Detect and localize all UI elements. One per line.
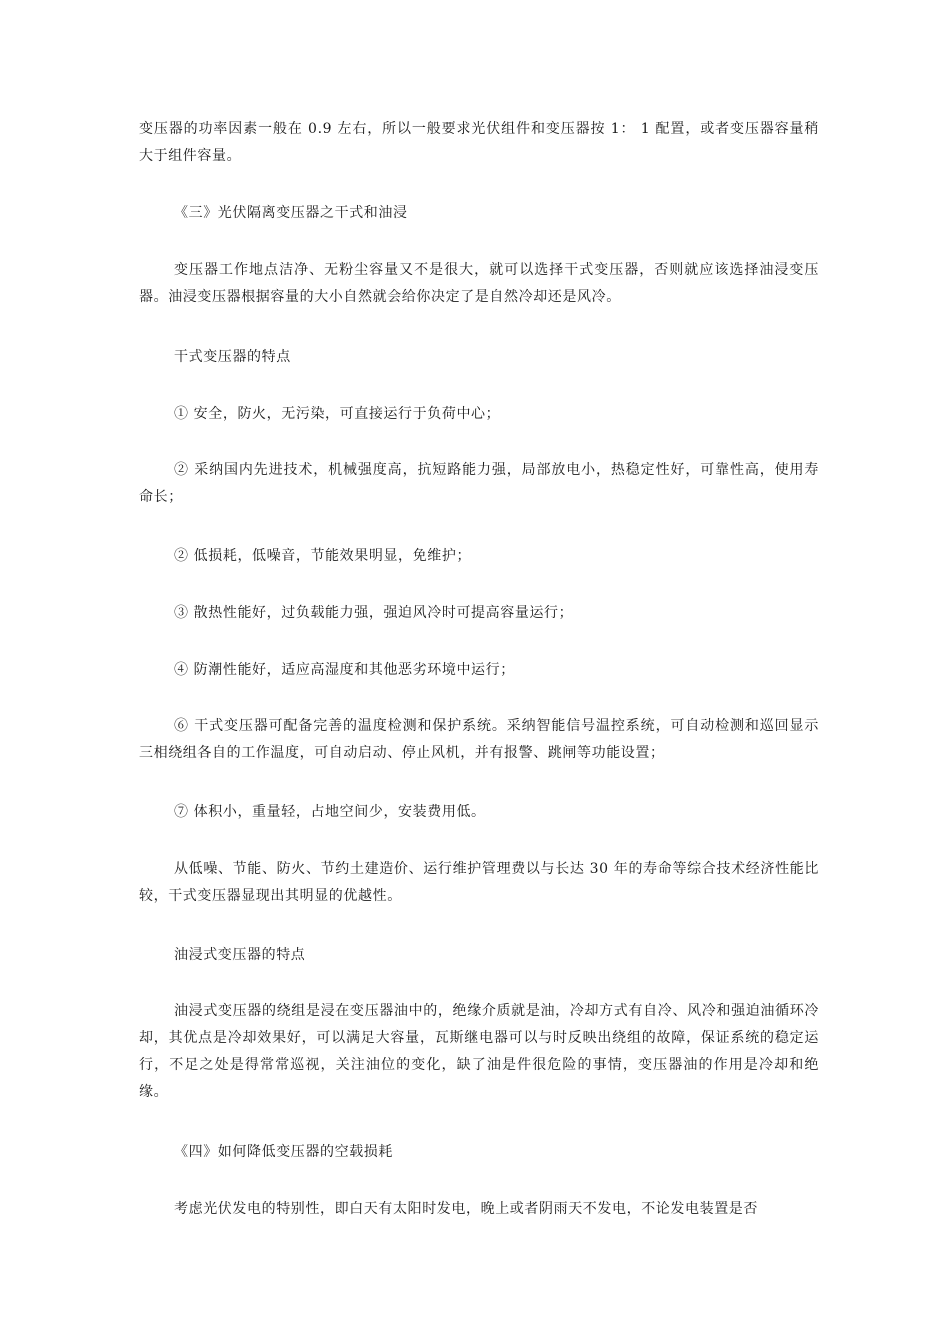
paragraph-power-factor: 变压器的功率因素一般在 0.9 左右，所以一般要求光伏组件和变压器按 1： 1 配置，或者变压器容量稍大于组件容量。 — [139, 121, 819, 164]
paragraph-oil-type: 油浸式变压器的绕组是浸在变压器油中的，绝缘介质就是油，冷却方式有自冷、风冷和强迫油循环冷却，其优点是冷却效果好，可以满足大容量，瓦斯继电器可以与时反映出绕组的故障，保证系统的稳定运行，不足之处是得常常巡视，关注油位的变化，缺了油是件很危险的事情，变压器油的作用是冷却和绝缘。 — [139, 1003, 819, 1100]
subheading-dry-type: 干式变压器的特点 — [174, 349, 291, 365]
list-item-4: ③ 散热性能好，过负载能力强，强迫风冷时可提高容量运行； — [174, 605, 574, 621]
list-item-6: ⑥ 干式变压器可配备完善的温度检测和保护系统。采纳智能信号温控系统，可自动检测和巡回显示三相绕组各自的工作温度，可自动启动、停止风机，并有报警、跳闸等功能设置； — [139, 718, 819, 761]
paragraph-comparison: 从低噪、节能、防火、节约土建造价、运行维护管理费以与长达 30 年的寿命等综合技术经济性能比较，干式变压器显现出其明显的优越性。 — [139, 861, 819, 904]
paragraph-selection: 变压器工作地点洁净、无粉尘容量又不是很大，就可以选择干式变压器，否则就应该选择油浸变压器。油浸变压器根据容量的大小自然就会给你决定了是自然冷却还是风冷。 — [139, 262, 819, 305]
section-heading-no-load-loss: 《四》如何降低变压器的空载损耗 — [174, 1144, 393, 1160]
subheading-oil-type: 油浸式变压器的特点 — [174, 947, 306, 963]
list-item-7: ⑦ 体积小，重量轻，占地空间少，安装费用低。 — [174, 804, 486, 820]
paragraph-pv-special: 考虑光伏发电的特别性，即白天有太阳时发电，晚上或者阴雨天不发电，不论发电装置是否 — [174, 1201, 758, 1217]
list-item-1: ① 安全，防火，无污染，可直接运行于负荷中心； — [174, 406, 501, 422]
list-item-5: ④ 防潮性能好，适应高湿度和其他恶劣环境中运行； — [174, 662, 515, 678]
list-item-2: ② 采纳国内先进技术，机械强度高，抗短路能力强，局部放电小，热稳定性好，可靠性高，使用寿命长； — [139, 462, 819, 505]
section-heading-dry-oil: 《三》光伏隔离变压器之干式和油浸 — [174, 205, 408, 221]
list-item-3: ② 低损耗，低噪音，节能效果明显，免维护； — [174, 548, 472, 564]
